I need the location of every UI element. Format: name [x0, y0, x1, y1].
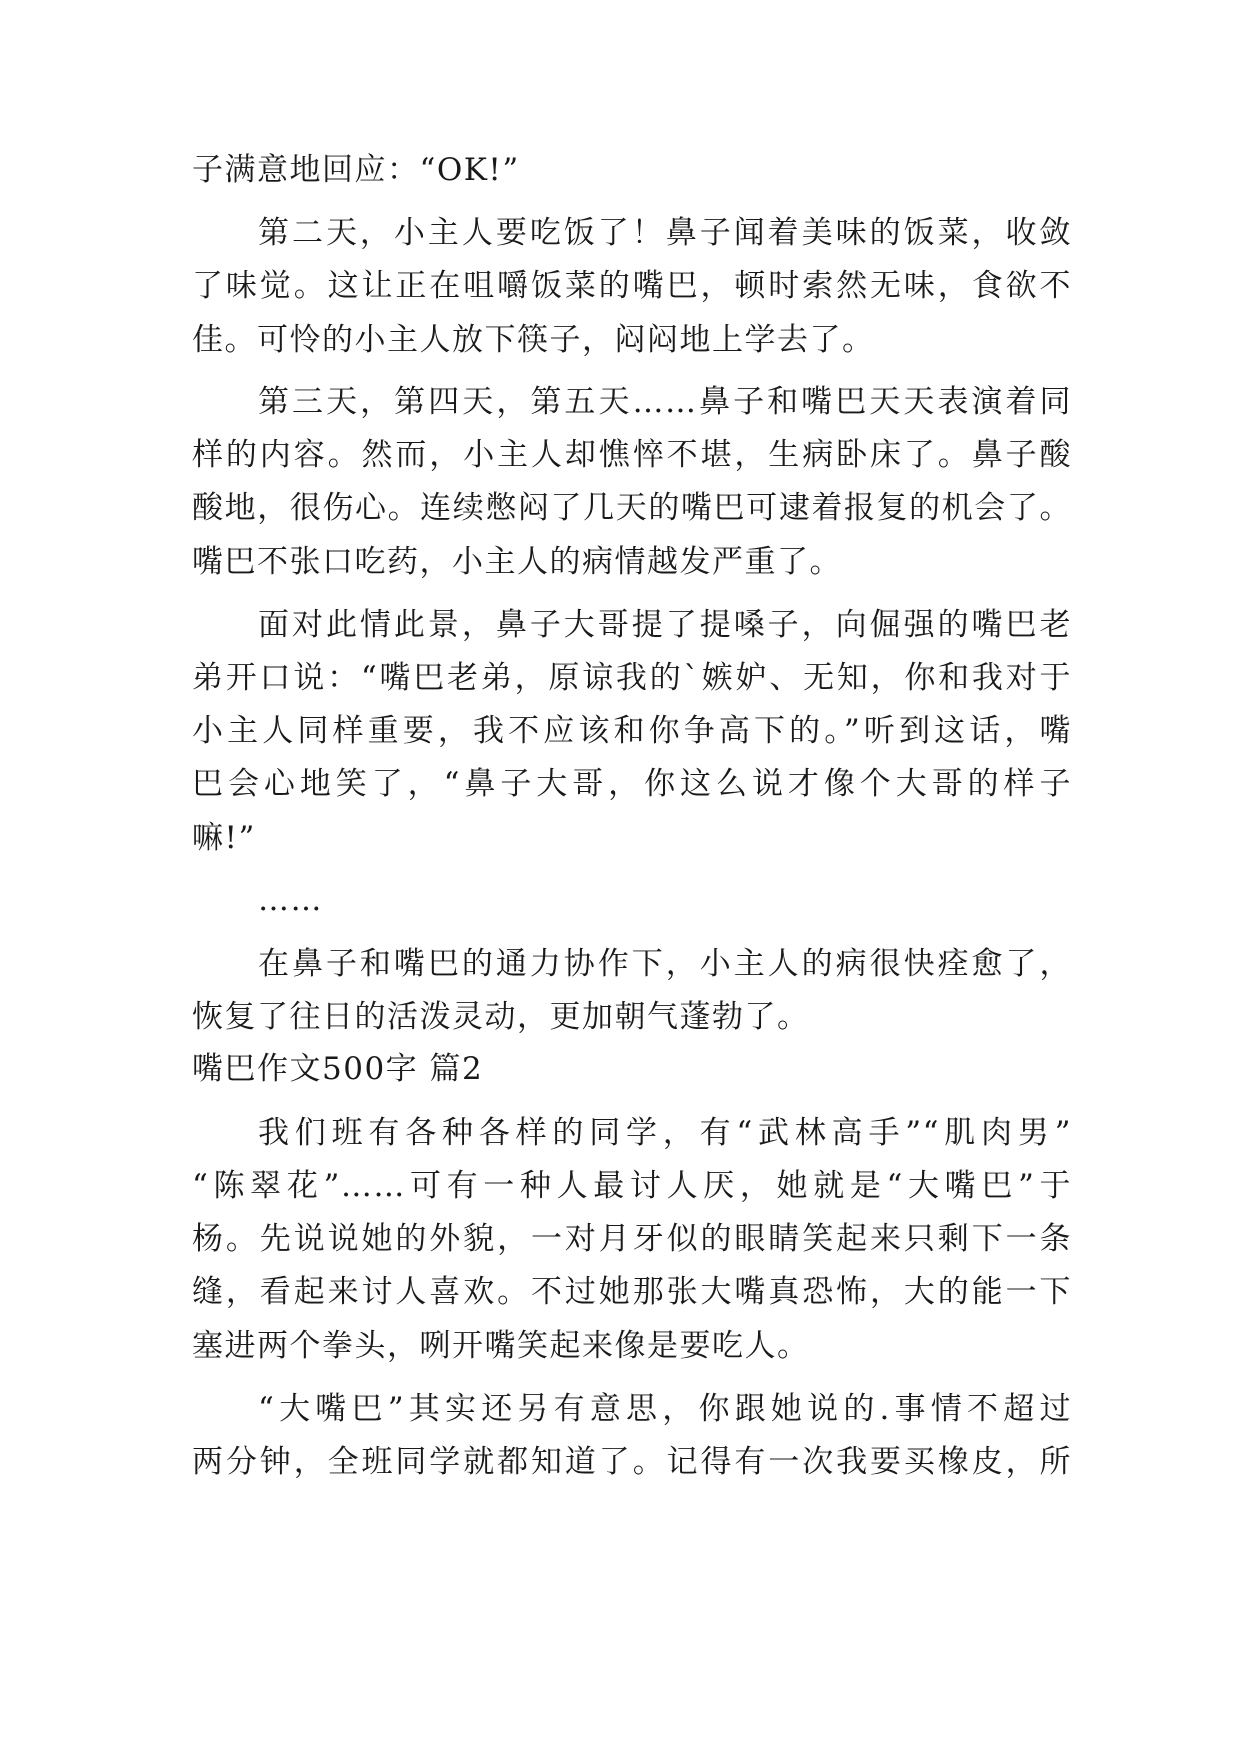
- text-line: 子满意地回应：“OK!”: [192, 152, 520, 188]
- text-line: 在鼻子和嘴巴的通力协作下，小主人的病很快痊愈了，: [258, 946, 1072, 982]
- text-line: 小主人同样重要，我不应该和你争高下的。”听到这话，嘴: [192, 713, 1072, 749]
- text-line: 嘛!”: [192, 820, 256, 856]
- text-line: 缝，看起来讨人喜欢。不过她那张大嘴真恐怖，大的能一下: [192, 1274, 1072, 1310]
- text-line: 嘴巴不张口吃药，小主人的病情越发严重了。: [192, 544, 842, 580]
- text-line: 我们班有各种各样的同学，有“武林高手”“肌肉男”: [258, 1115, 1072, 1151]
- text-line: 面对此情此景，鼻子大哥提了提嗓子，向倔强的嘴巴老: [258, 607, 1072, 643]
- text-line: 恢复了往日的活泼灵动，更加朝气蓬勃了。: [192, 999, 810, 1035]
- ellipsis-line: ……: [258, 882, 323, 918]
- text-line: 两分钟，全班同学就都知道了。记得有一次我要买橡皮，所: [192, 1444, 1072, 1480]
- text-line: 第二天，小主人要吃饭了！鼻子闻着美味的饭菜，收敛: [258, 215, 1072, 251]
- text-line: 酸地，很伤心。连续憋闷了几天的嘴巴可逮着报复的机会了。: [192, 490, 1072, 526]
- text-line: “陈翠花”……可有一种人最讨人厌，她就是“大嘴巴”于: [192, 1168, 1072, 1204]
- text-line: 塞进两个拳头，咧开嘴笑起来像是要吃人。: [192, 1328, 810, 1364]
- text-line: 杨。先说说她的外貌，一对月牙似的眼睛笑起来只剩下一条: [192, 1221, 1072, 1257]
- text-line: 巴会心地笑了，“鼻子大哥，你这么说才像个大哥的样子: [192, 766, 1072, 802]
- text-line: 佳。可怜的小主人放下筷子，闷闷地上学去了。: [192, 322, 875, 358]
- text-line: “大嘴巴”其实还另有意思，你跟她说的.事情不超过: [258, 1391, 1072, 1427]
- text-line: 第三天，第四天，第五天……鼻子和嘴巴天天表演着同: [258, 384, 1072, 420]
- text-line: 了味觉。这让正在咀嚼饭菜的嘴巴，顿时索然无味，食欲不: [192, 268, 1072, 304]
- text-line: 弟开口说：“嘴巴老弟，原谅我的`嫉妒、无知，你和我对于: [192, 660, 1072, 696]
- section-heading: 嘴巴作文500字 篇2: [192, 1051, 484, 1087]
- text-line: 样的内容。然而，小主人却憔悴不堪，生病卧床了。鼻子酸: [192, 437, 1072, 473]
